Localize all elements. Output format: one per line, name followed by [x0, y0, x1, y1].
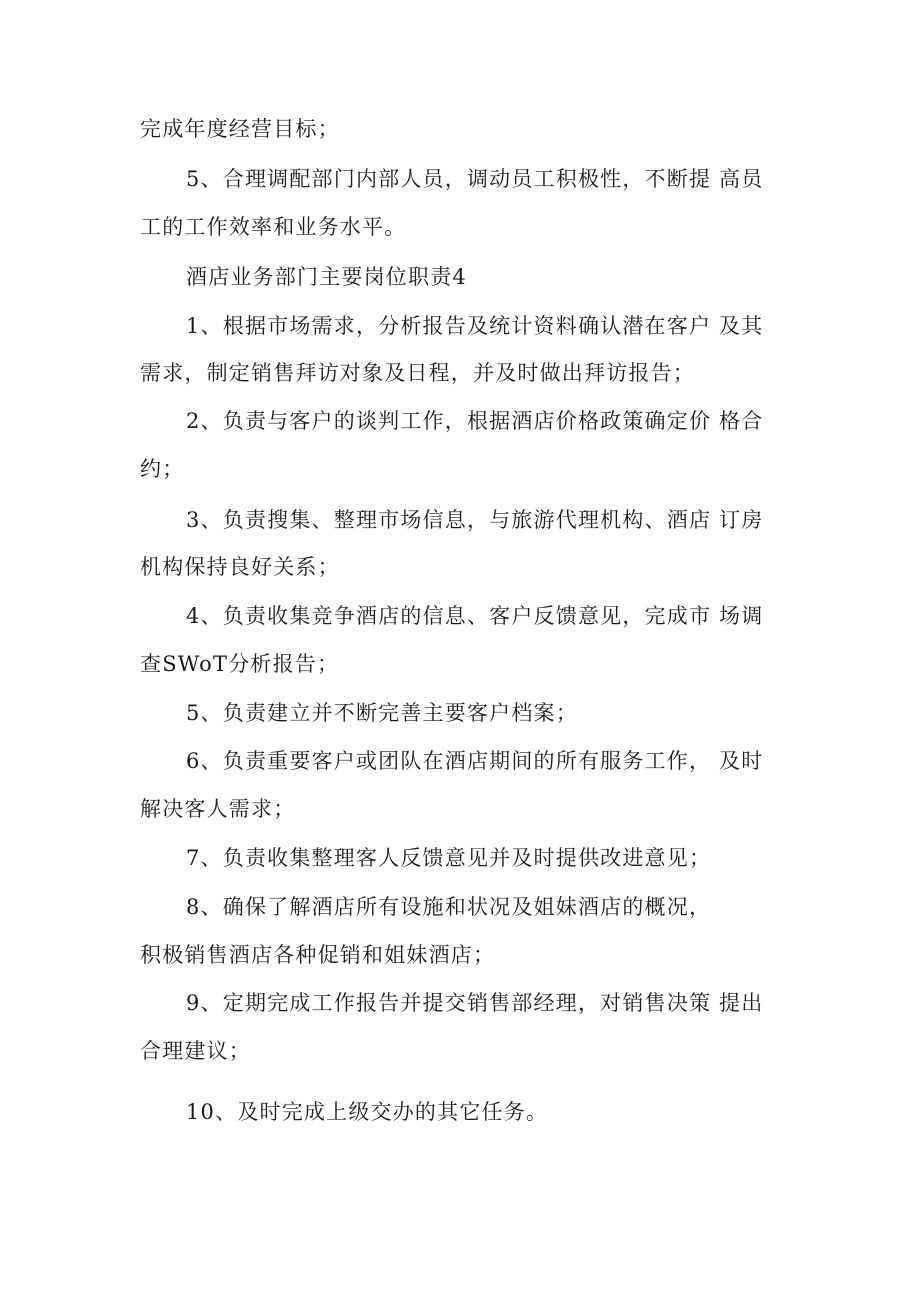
text-line: 5、合理调配部门内部人员，调动员工积极性，不断提 高员 [186, 167, 764, 191]
text-line: 3、负责搜集、整理市场信息，与旅游代理机构、酒店 订房 [186, 508, 764, 532]
text-line: 6、负责重要客户或团队在酒店期间的所有服务工作， 及时 [186, 749, 764, 773]
text-line: 解决客人需求； [140, 797, 296, 821]
text-line: 需求，制定销售拜访对象及日程，并及时做出拜访报告； [140, 361, 695, 385]
text-line: 8、确保了解酒店所有设施和状况及姐妹酒店的概况， [186, 895, 712, 919]
text-line: 机构保持良好关系； [140, 555, 340, 579]
text-line: 查SWoT分析报告； [140, 652, 340, 676]
text-line: 5、负责建立并不断完善主要客户档案； [186, 701, 578, 725]
text-line: 1、根据市场需求，分析报告及统计资料确认潜在客户 及其 [186, 314, 764, 338]
text-line: 2、负责与客户的谈判工作，根据酒店价格政策确定价 格合 [186, 409, 764, 433]
text-line: 10、及时完成上级交办的其它任务。 [186, 1100, 549, 1124]
text-line: 积极销售酒店各种促销和姐妹酒店； [140, 943, 496, 967]
text-line: 合理建议； [140, 1039, 251, 1063]
text-line: 7、负责收集整理客人反馈意见并及时提供改进意见； [186, 846, 712, 870]
text-line: 工的工作效率和业务水平。 [140, 215, 407, 239]
text-line: 9、定期完成工作报告并提交销售部经理，对销售决策 提出 [186, 991, 764, 1015]
text-line: 约； [140, 457, 185, 481]
text-line: 4、负责收集竞争酒店的信息、客户反馈意见，完成市 场调 [186, 604, 764, 628]
section-heading: 酒店业务部门主要岗位职责4 [186, 265, 467, 289]
text-line: 完成年度经营目标； [140, 117, 340, 141]
